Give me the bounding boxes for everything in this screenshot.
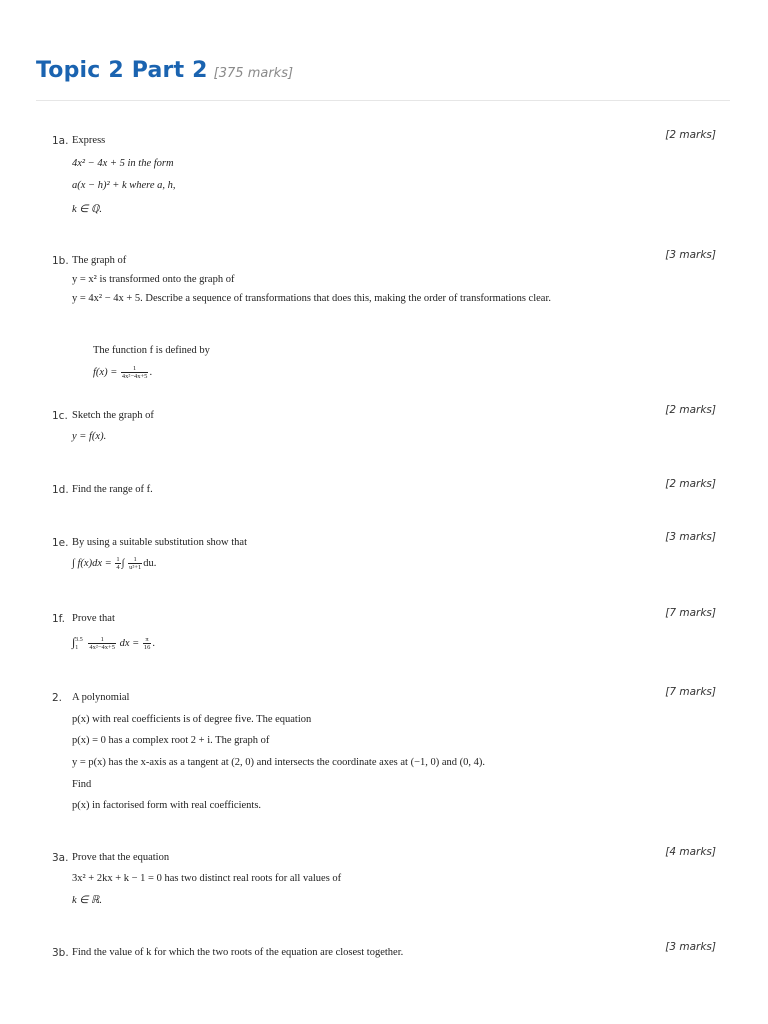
fraction-denominator: 4x²−4x+5 (121, 373, 148, 380)
question-text: Prove that (72, 613, 115, 624)
question-marks: [7 marks] (665, 607, 716, 619)
fraction (143, 636, 152, 651)
question-marks: [3 marks] (665, 249, 716, 261)
question-text: 3x² + 2kx + k − 1 = 0 has two distinct real roots for all values of (72, 873, 342, 884)
question-number: 1d. (52, 484, 69, 496)
fraction-numerator: 1 (116, 556, 120, 563)
question-text: Express (72, 135, 106, 146)
question-marks: [7 marks] (665, 686, 716, 698)
question-marks: [3 marks] (665, 941, 716, 953)
question-number: 1a. (52, 135, 69, 147)
question-text: The graph of (72, 255, 127, 266)
question-text: Sketch the graph of (72, 410, 154, 421)
question-marks: [2 marks] (665, 478, 716, 490)
fraction (115, 556, 120, 571)
formula-end: . (149, 366, 153, 378)
question-text: k ∈ ℚ. (72, 204, 102, 215)
question-text: y = p(x) has the x-axis as a tangent at (2, 0) and intersects the coordinate axes at (−1, 0) and (0, 4). (72, 757, 486, 768)
integral-formula (72, 635, 155, 652)
fraction-denominator: 4 (116, 564, 120, 571)
question-text: y = x² is transformed onto the graph of (72, 274, 235, 285)
question-number: 1f. (52, 613, 65, 625)
stem-text: The function f is defined by (93, 345, 210, 356)
question-text: By using a suitable substitution show that (72, 537, 247, 548)
fraction-numerator: 1 (128, 556, 142, 564)
stem-formula (93, 365, 152, 380)
upper-limit: 3.5 (75, 636, 83, 643)
question-number: 3a. (52, 852, 69, 864)
formula-lhs: f(x) = (93, 366, 118, 378)
question-text: Find the range of f. (72, 484, 153, 495)
formula-end: . (152, 638, 155, 649)
formula-part: ∫ (121, 557, 125, 569)
question-text: y = f(x). (72, 431, 107, 442)
question-number: 2. (52, 692, 63, 704)
fraction (121, 365, 149, 380)
question-text: 4x² − 4x + 5 in the form (72, 158, 174, 169)
fraction-numerator: 1 (121, 365, 149, 373)
question-marks: [2 marks] (665, 404, 716, 416)
total-marks: [375 marks] (213, 66, 294, 81)
question-number: 1b. (52, 255, 69, 267)
page-header (36, 58, 730, 101)
question-text: p(x) in factorised form with real coefficients. (72, 800, 262, 811)
fraction (128, 556, 142, 571)
formula-part: du. (143, 557, 157, 569)
fraction-denominator: u²+1 (129, 564, 142, 571)
fraction (88, 636, 116, 651)
question-marks: [3 marks] (665, 531, 716, 543)
question-text: k ∈ ℝ. (72, 895, 102, 906)
lower-limit: 1 (75, 644, 79, 651)
question-number: 3b. (52, 947, 69, 959)
integral-limits (75, 636, 83, 652)
fraction-denominator: 4x²−4x+5 (89, 644, 115, 652)
formula-part: dx = (119, 638, 140, 649)
integral-sign: ∫ (72, 635, 76, 649)
fraction-numerator: π (143, 636, 152, 644)
question-text: Find the value of k for which the two roots of the equation are closest together. (72, 947, 404, 958)
question-marks: [2 marks] (665, 129, 716, 141)
question-number: 1c. (52, 410, 68, 422)
formula-part: ∫ f(x)dx = (72, 557, 112, 569)
question-marks: [4 marks] (665, 846, 716, 858)
integral-formula (72, 556, 156, 571)
question-text: p(x) with real coefficients is of degree five. The equation (72, 714, 312, 725)
question-text: Find (72, 779, 92, 790)
question-text: y = 4x² − 4x + 5. Describe a sequence of transformations that does this, making the order of transformations clear. (72, 293, 551, 304)
question-text: A polynomial (72, 692, 130, 703)
page-title: Topic 2 Part 2 (36, 58, 208, 83)
fraction-numerator: 1 (88, 636, 116, 644)
fraction-denominator: 16 (143, 644, 151, 652)
question-text: p(x) = 0 has a complex root 2 + i. The graph of (72, 735, 270, 746)
question-number: 1e. (52, 537, 69, 549)
question-text: a(x − h)² + k where a, h, (72, 180, 176, 191)
question-text: Prove that the equation (72, 852, 170, 863)
